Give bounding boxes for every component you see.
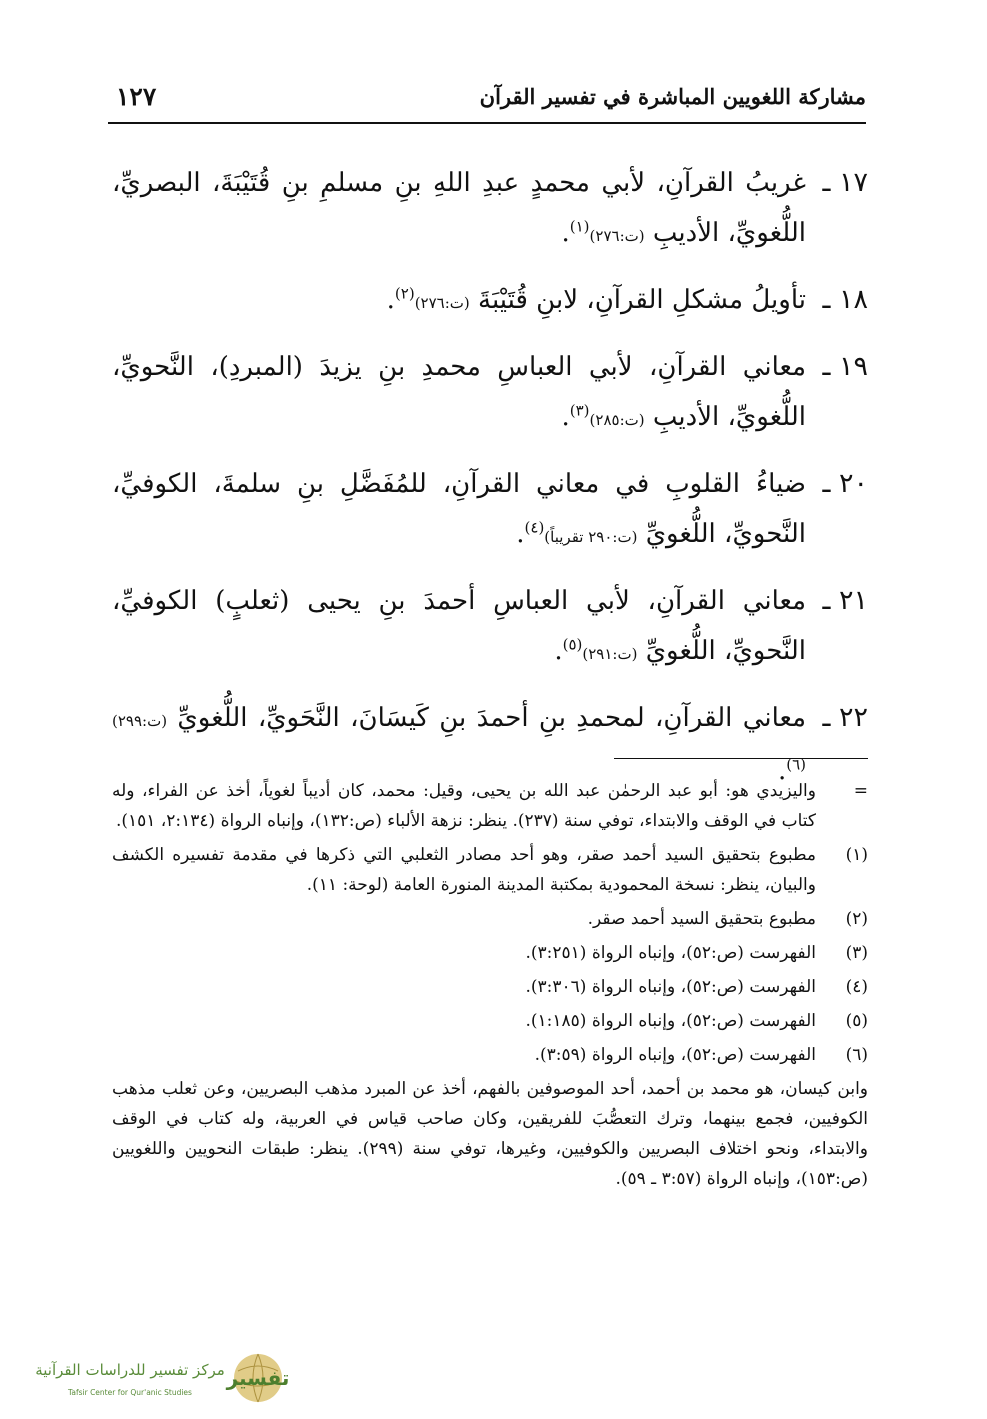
footnote-marker: (٦) [786,755,806,774]
footnote-number: (٤) [845,977,868,997]
logo-brand: تفسير [226,1366,290,1390]
footnote-number: (٣) [845,943,868,963]
footnote-text: مطبوع بتحقيق السيد أحمد صقر، وهو أحد مصادر الثعلبي التي ذكرها في مقدمة تفسيره الكشف والبيان، ينظر: نسخة المحمودية بمكتبة المدينة المنورة العامة (لوحة: ١١). [112,845,816,895]
footnote-text: الفهرست (ص:٥٢)، وإنباه الرواة (١:١٨٥). [525,1011,816,1031]
item-number: ١٨ ـ [822,284,868,315]
death-date: (ت:٢٩١) [582,645,638,663]
item-text: غريبُ القرآنِ، لأبي محمدٍ عبدِ اللهِ بنِ مسلمِ بنِ قُتَيْبَةَ، البصريِّ، اللُّغويِّ، الأديبِ [112,168,806,248]
footnote-text: الفهرست (ص:٥٢)، وإنباه الرواة (٣:٣٠٦). [525,977,816,997]
list-item: ٢١ ـ معاني القرآنِ، لأبي العباسِ أحمدَ بنِ يحيى (ثعلبٍ) الكوفيِّ، النَّحويِّ، اللُّغويِّ (ت:٢٩١)$^{(٥)}$. [112,576,868,679]
footnote-text: مطبوع بتحقيق السيد أحمد صقر. [587,909,816,929]
footnote-marker: (١) [569,217,590,236]
footnote [112,776,868,836]
footnote-marker: (٣) [569,401,590,420]
list-item: ٢٢ ـ معاني القرآنِ، لمحمدِ بنِ أحمدَ بنِ كَيسَانَ، النَّحَويِّ، اللُّغويِّ (ت:٢٩٩)$^{(٦)}$. [112,693,868,796]
item-text: معاني القرآنِ، لأبي العباسِ محمدِ بنِ يزيدَ (المبردِ)، النَّحويِّ، اللُّغويِّ، الأديبِ [112,352,806,432]
footnote [112,904,868,934]
footnote-marker: (٥) [562,635,583,654]
footnote-marker: (٢) [394,284,415,303]
death-date: (ت:٢٩٠ تقريباً) [544,528,638,546]
death-date: (ت:٢٧٦) [589,227,645,245]
footnote [112,972,868,1002]
footnote-text: الفهرست (ص:٥٢)، وإنباه الرواة (٣:٢٥١). [525,943,816,963]
footnote-number: (١) [845,845,868,865]
item-text: معاني القرآنِ، لمحمدِ بنِ أحمدَ بنِ كَيسَانَ، النَّحَويِّ، اللُّغويِّ [177,703,807,733]
footnote-continuation: وابن كيسان، هو محمد بن أحمد، أحد الموصوفين بالفهم، أخذ عن المبرد مذهب البصريين، وعن ثعلب مذهب الكوفيين، فجمع بينهما، وترك التعصُّبَ للفريقين، وكان صاحب قياس في العربية، وله كتاب في الوقف والابتداء، ونحو اختلاف البصريين والكوفيين، وغيرها، توفي سنة (٢٩٩). ينظر: طبقات النحويين واللغويين (ص:١٥٣)، وإنباه الرواة (٣:٥٧ ـ ٥٩). [112,1079,868,1189]
tafsir-center-logo [30,1347,298,1409]
page-number: ١٢٧ [116,82,157,111]
item-number: ١٩ ـ [822,351,868,382]
footnote-number: (٦) [845,1045,868,1065]
item-text: تأويلُ مشكلِ القرآنِ، لابنِ قُتَيْبَةَ [478,285,806,315]
page-header [108,80,866,124]
footnote-number: (٢) [845,909,868,929]
footnote [112,840,868,900]
footnote-number: (٥) [845,1011,868,1031]
list-item: ١٩ ـ معاني القرآنِ، لأبي العباسِ محمدِ بنِ يزيدَ (المبردِ)، النَّحويِّ، اللُّغويِّ، الأديبِ (ت:٢٨٥)$^{(٣)}$. [112,342,868,445]
item-number: ٢١ ـ [822,585,868,616]
footnote-text: واليزيدي هو: أبو عبد الرحمٰن عبد الله بن يحيى، وقيل: محمد، كان أديباً لغوياً، أخذ عن الفراء، وله كتاب في الوقف والابتداء، توفي سنة (٢٣٧). ينظر: نزهة الألباء (ص:١٣٢)، وإنباه الرواة (٢:١٣٤، ١٥١). [112,781,816,831]
list-item: ١٨ ـ تأويلُ مشكلِ القرآنِ، لابنِ قُتَيْبَةَ (ت:٢٧٦)$^{(٢)}$. [112,275,868,328]
logo-english-name: Tafsir Center for Qur'anic Studies [68,1388,192,1397]
book-list [112,158,868,810]
footnote [112,1040,868,1070]
death-date: (ت:٢٩٩) [112,712,168,730]
footnote-marker: (٤) [524,518,545,537]
item-number: ٢٢ ـ [822,702,868,733]
footnote [112,1006,868,1036]
list-item: ٢٠ ـ ضياءُ القلوبِ في معاني القرآنِ، للمُفَضَّلِ بنِ سلمةَ، الكوفيِّ، النَّحويِّ، اللُّغويِّ (ت:٢٩٠ تقريباً)$^{(٤)}$. [112,459,868,562]
running-title: مشاركة اللغويين المباشرة في تفسير القرآن [479,84,866,109]
list-item: ١٧ ـ غريبُ القرآنِ، لأبي محمدٍ عبدِ اللهِ بنِ مسلمِ بنِ قُتَيْبَةَ، البصريِّ، اللُّغويِّ، الأديبِ (ت:٢٧٦)$^{(١)}$. [112,158,868,261]
item-number: ١٧ ـ [822,167,868,198]
footnotes [112,776,868,1194]
item-number: ٢٠ ـ [822,468,868,499]
item-text: ضياءُ القلوبِ في معاني القرآنِ، للمُفَضَّلِ بنِ سلمةَ، الكوفيِّ، النَّحويِّ، اللُّغويِّ [112,469,806,549]
footnote-number: = [853,781,868,801]
footnote [112,938,868,968]
death-date: (ت:٢٨٥) [589,411,645,429]
footnote-separator [614,758,868,759]
footnote-text: الفهرست (ص:٥٢)، وإنباه الرواة (٣:٥٩). [534,1045,816,1065]
death-date: (ت:٢٧٦) [414,294,470,312]
item-text: معاني القرآنِ، لأبي العباسِ أحمدَ بنِ يحيى (ثعلبٍ) الكوفيِّ، النَّحويِّ، اللُّغويِّ [112,586,806,666]
logo-arabic-name: مركز تفسير للدراسات القرآنية [35,1361,225,1379]
